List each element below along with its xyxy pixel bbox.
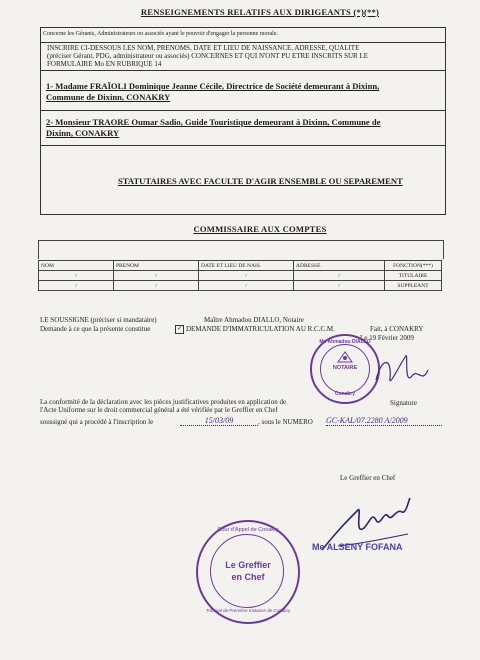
notary-stamp: [310, 334, 380, 404]
table-cell: /: [199, 271, 294, 281]
table-header: PRENOM: [114, 261, 199, 271]
table-row: [39, 271, 442, 281]
number-label: , sous le NUMERO: [258, 418, 313, 426]
section-title: RENSEIGNEMENTS RELATIFS AUX DIRIGEANTS (*)(**): [140, 7, 380, 17]
request-value: DEMANDE D'IMMATRICULATION AU R.C.C.M.: [186, 325, 335, 333]
instruction-line: INSCRIRE CI-DESSOUS LES NOM, PRENOMS, DATE ET LIEU DE NAISSANCE, ADRESSE, QUALITE: [47, 44, 360, 52]
checkbox-checked-icon: ✓: [176, 326, 183, 332]
divider: [40, 70, 445, 71]
divider: [40, 110, 445, 111]
stamp-text: Me Ahmadou DIALLO: [319, 339, 371, 345]
court-stamp: [196, 520, 300, 624]
conformity-text: [40, 398, 380, 414]
place-date: Fait, à CONAKRY: [370, 325, 424, 333]
undersigned-label: LE SOUSSIGNE (préciser si mandataire): [40, 316, 157, 324]
table-cell: /: [294, 281, 385, 291]
notary-signature-icon: [372, 350, 432, 392]
table-header: DATE ET LIEU DE NAIS.: [199, 261, 294, 271]
stamp-text: Cour d'Appel de Conakry: [217, 527, 279, 533]
director-line: Dixinn, CONAKRY: [46, 128, 120, 138]
registration-number: GC-KAL/07.2280 A/2009: [326, 416, 442, 426]
stamp-text: Conakry: [334, 391, 355, 397]
request-label: Demande à ce que la présente constitue: [40, 325, 151, 333]
signature-label: Signature: [390, 399, 417, 407]
conformity-line: l'Acte Uniforme sur le droit commercial général a été vérifiée par le Greffier en Chef: [40, 406, 278, 414]
director-entry: [46, 117, 444, 139]
divider: [40, 145, 445, 146]
conformity-line: La conformité de la déclaration avec les pièces justificatives produites en application de: [40, 398, 287, 406]
table-cell: /: [199, 281, 294, 291]
table-cell: /: [39, 281, 114, 291]
instruction-line: (préciser Gérant, PDG, administrateur ou associés) CONCERNES ET QUI N'ONT PU ETRE INSCRITS SUR LE: [47, 52, 369, 60]
table-header: FONCTION(***): [385, 261, 442, 271]
conformity-line: soussigné qui a procédé à l'inscription le: [40, 418, 154, 426]
table-header: ADRESSE: [294, 261, 385, 271]
director-line: 2- Monsieur TRAORE Oumar Sadio, Guide Touristique demeurant à Dixinn, Commune de: [46, 117, 381, 127]
table-cell: /: [114, 271, 199, 281]
table-row: [39, 281, 442, 291]
table-cell: SUPPLEANT: [385, 281, 442, 291]
table-header-row: [39, 261, 442, 271]
statutory-note: STATUTAIRES AVEC FACULTE D'AGIR ENSEMBLE OU SEPAREMENT: [118, 176, 403, 186]
auditors-header-box: [38, 240, 444, 259]
notary-name: Maître Ahmadou DIALLO, Notaire: [204, 316, 304, 324]
stamp-text: en Chef: [231, 572, 265, 582]
director-line: Commune de Dixinn, CONAKRY: [46, 92, 171, 102]
director-line: 1- Madame FRAÏOLI Dominique Jeanne Cécile, Directrice de Société demeurant à Dixinn,: [46, 81, 380, 91]
instruction-line: FORMULAIRE Mo EN RUBRIQUE 14: [47, 60, 162, 68]
registrar-name: Me ALSENY FOFANA: [312, 542, 403, 552]
table-header: NOM: [39, 261, 114, 271]
table-cell: /: [114, 281, 199, 291]
stamp-text: Le Greffier: [225, 560, 271, 570]
auditors-title: COMMISSAIRE AUX COMPTES: [193, 224, 327, 234]
note-concern: Concerne les Gérants, Administrateurs ou associés ayant le pouvoir d'engager la personne morale.: [43, 31, 279, 37]
stamp-inner-ring: [210, 534, 284, 608]
table-cell: /: [39, 271, 114, 281]
signature-date: Le 19 Février 2009: [360, 334, 414, 342]
divider: [40, 42, 445, 43]
stamp-text: NOTAIRE: [332, 365, 358, 371]
inscription-date: 15/03/09: [180, 416, 258, 426]
table-cell: TITULAIRE: [385, 271, 442, 281]
emblem-icon: [336, 350, 354, 364]
auditors-table: [38, 260, 442, 291]
director-entry: [46, 81, 444, 103]
registrar-title: Le Greffier en Chef: [340, 474, 396, 482]
table-cell: /: [294, 271, 385, 281]
instructions: [47, 44, 445, 68]
stamp-text: Tribunal de Première Instance de Conakry: [205, 608, 291, 613]
